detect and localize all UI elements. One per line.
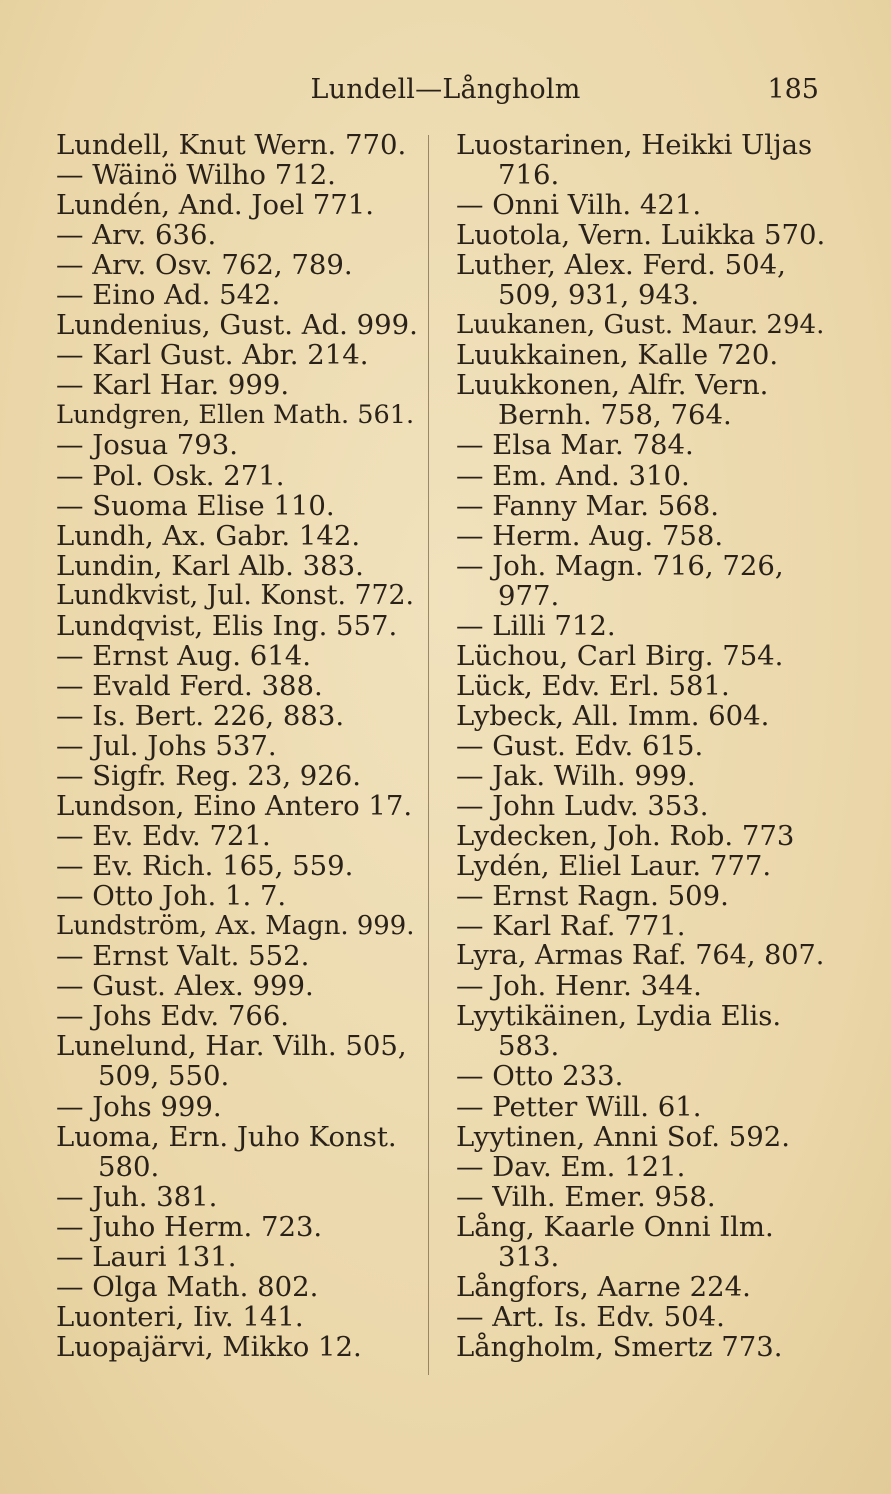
column-divider — [428, 135, 429, 1375]
index-entry: Luukkonen, Alfr. Vern. — [456, 369, 769, 402]
index-entry: Luoma, Ern. Juho Konst. — [56, 1120, 397, 1153]
index-entry: — Gust. Edv. 615. — [456, 729, 704, 762]
running-title: Lundell—Långholm — [310, 74, 581, 105]
index-entry: Luotola, Vern. Luikka 570. — [456, 219, 826, 252]
index-entry: — Juho Herm. 723. — [56, 1210, 323, 1243]
index-entry: Lundén, And. Joel 771. — [56, 189, 375, 222]
index-entry: — Gust. Alex. 999. — [56, 970, 314, 1003]
index-entry: Lyytinen, Anni Sof. 592. — [456, 1120, 791, 1153]
index-entry: — Arv. 636. — [56, 219, 217, 252]
index-entry: Lång, Kaarle Onni Ilm. — [456, 1210, 774, 1243]
index-entry: — Ernst Ragn. 509. — [456, 880, 729, 913]
index-entry: — Em. And. 310. — [456, 459, 690, 492]
index-entry: Lundell, Knut Wern. 770. — [56, 129, 407, 161]
index-entry-continuation: 509, 550. — [98, 1060, 230, 1093]
index-entry: Lybeck, All. Imm. 604. — [456, 699, 770, 732]
index-entry: — Karl Gust. Abr. 214. — [56, 339, 369, 372]
index-entry-continuation: 580. — [98, 1150, 160, 1183]
index-entry: Lyytikäinen, Lydia Elis. — [456, 1000, 782, 1033]
index-entry: — Suoma Elise 110. — [56, 489, 335, 522]
index-entry-continuation: 716. — [498, 159, 560, 192]
index-column-left — [56, 130, 418, 1362]
index-entry: — Arv. Osv. 762, 789. — [56, 249, 353, 282]
index-entry: — Juh. 381. — [56, 1180, 218, 1213]
index-entry: — Lauri 131. — [56, 1240, 237, 1273]
index-entry: Luther, Alex. Ferd. 504, — [456, 249, 786, 282]
index-entry: Lundkvist, Jul. Konst. 772. — [56, 579, 415, 611]
index-entry: — Herm. Aug. 758. — [456, 519, 724, 552]
index-entry-continuation: Bernh. 758, 764. — [498, 399, 732, 432]
index-entry: — Is. Bert. 226, 883. — [56, 699, 345, 732]
index-entry: — Ev. Rich. 165, 559. — [56, 850, 354, 883]
index-entry: — Jul. Johs 537. — [56, 729, 277, 762]
index-entry: Långholm, Smertz 773. — [456, 1330, 783, 1363]
index-entry: Luostarinen, Heikki Uljas — [456, 129, 813, 161]
index-entry: — Onni Vilh. 421. — [456, 189, 702, 222]
index-entry: Lundström, Ax. Magn. 999. — [56, 911, 415, 942]
index-entry: — Vilh. Emer. 958. — [456, 1180, 716, 1213]
index-entry: — Ev. Edv. 721. — [56, 820, 271, 853]
index-entry: — Josua 793. — [56, 429, 239, 462]
index-entry-continuation: 509, 931, 943. — [498, 279, 700, 312]
index-entry: — Fanny Mar. 568. — [456, 489, 719, 522]
index-entry: — John Ludv. 353. — [456, 790, 709, 823]
index-entry: Lundenius, Gust. Ad. 999. — [56, 309, 418, 342]
index-column-right — [456, 130, 828, 1362]
index-entry: — Pol. Osk. 271. — [56, 459, 285, 492]
index-entry: — Ernst Valt. 552. — [56, 940, 310, 973]
index-entry: Lundh, Ax. Gabr. 142. — [56, 519, 361, 552]
index-entry: — Elsa Mar. 784. — [456, 429, 694, 462]
index-entry: — Eino Ad. 542. — [56, 279, 281, 312]
index-entry: — Johs Edv. 766. — [56, 1000, 290, 1033]
index-entry: Luukkainen, Kalle 720. — [456, 339, 779, 372]
page-number: 185 — [767, 74, 819, 105]
index-entry: Lyra, Armas Raf. 764, 807. — [456, 940, 825, 972]
index-entry: — Jak. Wilh. 999. — [456, 759, 696, 792]
index-entry: Lüchou, Carl Birg. 754. — [456, 639, 784, 672]
index-entry: — Joh. Magn. 716, 726, — [456, 549, 784, 582]
index-entry-continuation: 583. — [498, 1030, 560, 1063]
page-header — [0, 74, 891, 114]
index-entry: — Karl Raf. 771. — [456, 910, 686, 943]
index-entry: — Joh. Henr. 344. — [456, 970, 702, 1003]
index-entry: — Art. Is. Edv. 504. — [456, 1300, 725, 1333]
index-entry: Lück, Edv. Erl. 581. — [456, 669, 730, 702]
index-entry: — Karl Har. 999. — [56, 369, 290, 402]
index-entry: — Dav. Em. 121. — [456, 1150, 686, 1183]
index-entry: — Wäinö Wilho 712. — [56, 159, 336, 192]
index-entry: — Johs 999. — [56, 1090, 222, 1123]
index-entry-continuation: 313. — [498, 1240, 560, 1273]
index-entry: Lundgren, Ellen Math. 561. — [56, 400, 415, 431]
index-entry: — Petter Will. 61. — [456, 1090, 702, 1123]
index-entry-continuation: 977. — [498, 579, 560, 612]
index-entry: Lundin, Karl Alb. 383. — [56, 549, 364, 582]
index-entry: Lydén, Eliel Laur. 777. — [456, 850, 772, 883]
index-entry: Luopajärvi, Mikko 12. — [56, 1330, 362, 1363]
index-entry: Lundqvist, Elis Ing. 557. — [56, 609, 398, 642]
index-entry: — Olga Math. 802. — [56, 1270, 319, 1303]
index-entry: Lydecken, Joh. Rob. 773 — [456, 820, 795, 853]
index-entry: — Ernst Aug. 614. — [56, 639, 311, 672]
index-entry: Luonteri, Iiv. 141. — [56, 1300, 304, 1333]
index-entry: — Sigfr. Reg. 23, 926. — [56, 759, 362, 792]
index-entry: Lundson, Eino Antero 17. — [56, 790, 413, 823]
index-entry: Luukanen, Gust. Maur. 294. — [456, 310, 825, 341]
index-entry: — Otto 233. — [456, 1060, 624, 1093]
index-entry: — Lilli 712. — [456, 609, 616, 642]
index-entry: — Otto Joh. 1. 7. — [56, 880, 287, 913]
index-entry: — Evald Ferd. 388. — [56, 669, 323, 702]
index-entry: Lunelund, Har. Vilh. 505, — [56, 1030, 407, 1063]
index-entry: Långfors, Aarne 224. — [456, 1270, 751, 1303]
